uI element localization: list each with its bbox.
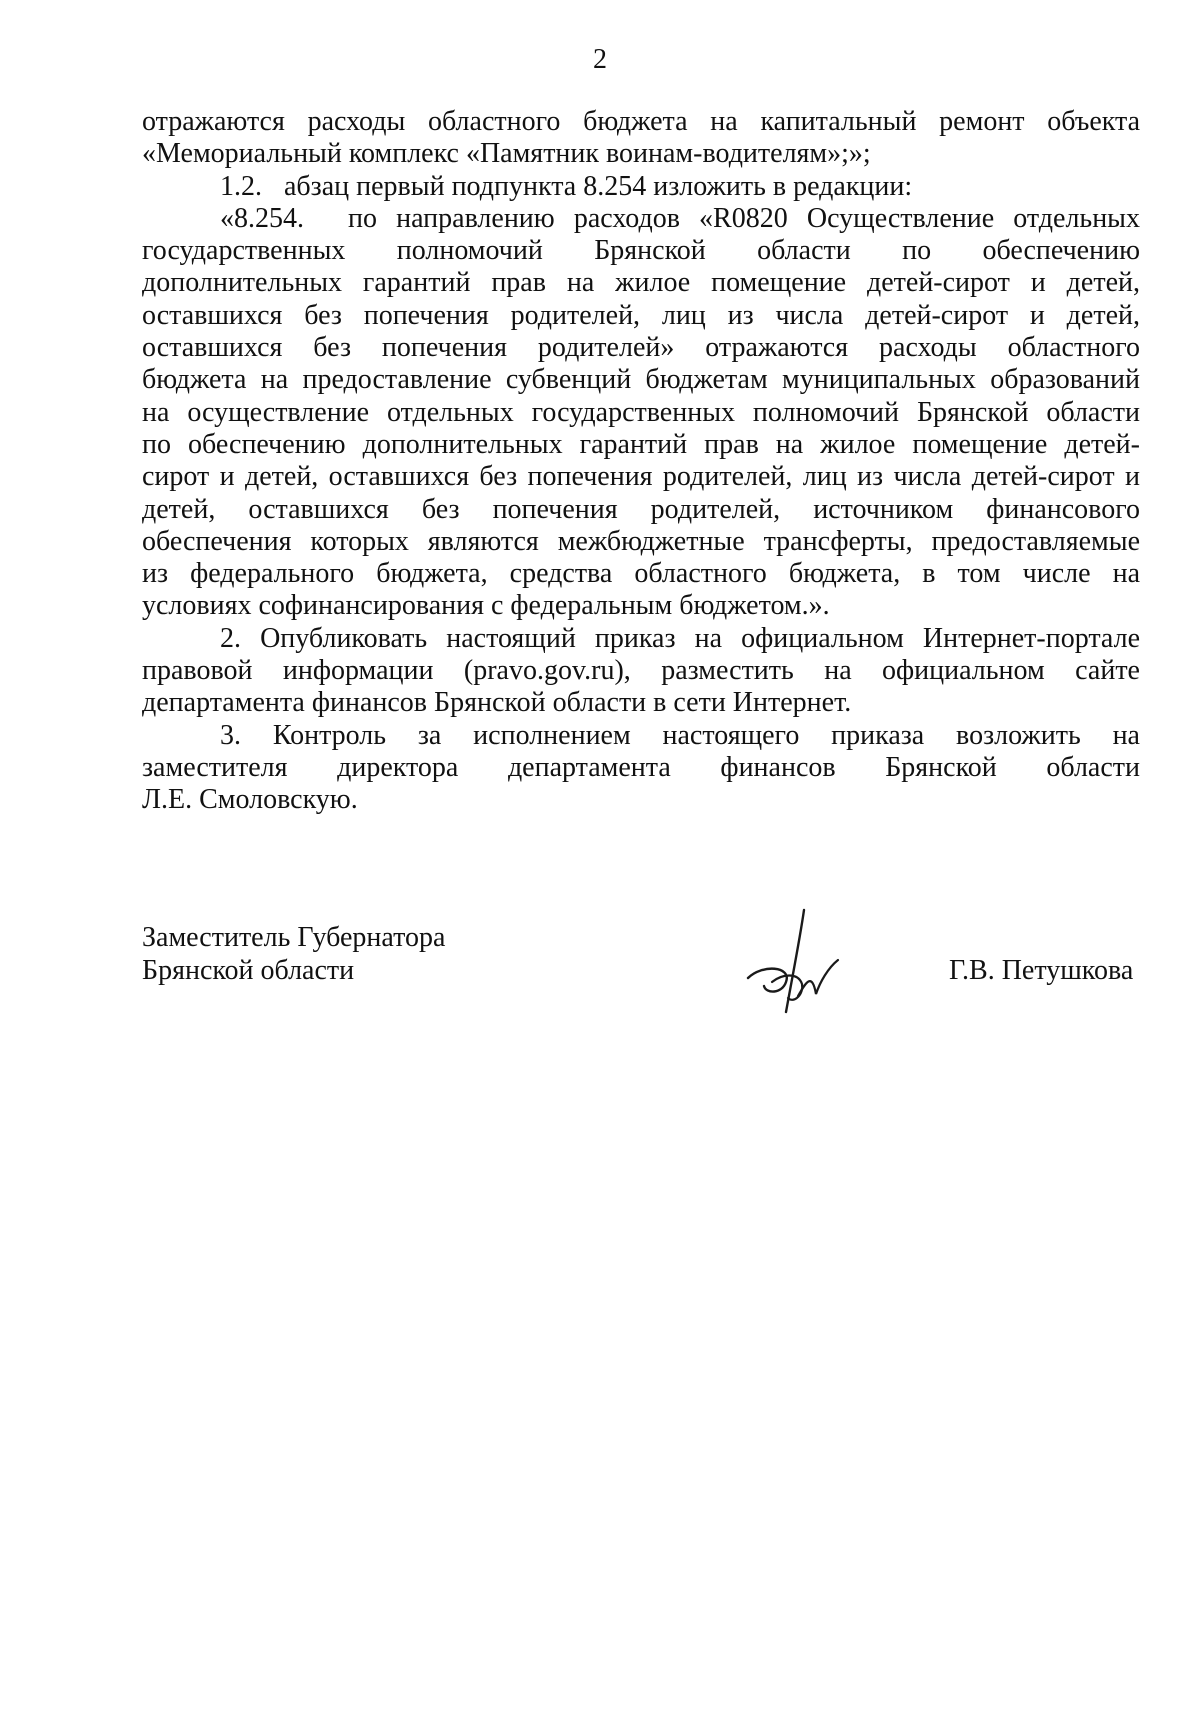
item-text: по направлению расходов «R0820 Осуществление отдельных: [348, 202, 1140, 234]
paragraph-line: оставшихся без попечения родителей» отражаются расходы областного: [142, 332, 1140, 364]
page-number: 2: [593, 44, 607, 75]
signatory-position: [142, 922, 445, 987]
paragraph-line: Л.Е. Смоловскую.: [142, 784, 358, 816]
signatory-name: Г.В. Петушкова: [949, 955, 1134, 986]
item-text: абзац первый подпункта 8.254 изложить в редакции:: [284, 170, 913, 202]
item-8-254-first-line: [142, 203, 1140, 235]
paragraph-line: бюджета на предоставление субвенций бюджетам муниципальных образований: [142, 364, 1140, 396]
item-1-2: [142, 171, 1140, 203]
paragraph-line: департамента финансов Брянской области в сети Интернет.: [142, 687, 852, 719]
item-number: 1.2.: [220, 170, 262, 202]
document-body: [142, 106, 1140, 817]
paragraph-line: заместителя директора департамента финансов Брянской области: [142, 751, 1140, 783]
signatory-title: Заместитель Губернатора: [142, 922, 446, 953]
item-number: «8.254.: [220, 202, 304, 234]
paragraph-line: отражаются расходы областного бюджета на капитальный ремонт объекта: [142, 106, 1140, 137]
item-2-first-line: 2. Опубликовать настоящий приказ на официальном Интернет-портале: [220, 622, 1140, 654]
paragraph-line: условиях софинансирования с федеральным бюджетом.».: [142, 590, 830, 622]
paragraph-line: по обеспечению дополнительных гарантий прав на жилое помещение детей-: [142, 428, 1140, 460]
paragraph-line: обеспечения которых являются межбюджетные трансферты, предоставляемые: [142, 525, 1140, 557]
paragraph-line: сирот и детей, оставшихся без попечения родителей, лиц из числа детей-сирот и: [142, 461, 1140, 493]
item-3-first-line: 3. Контроль за исполнением настоящего приказа возложить на: [220, 719, 1140, 751]
paragraph-line: «Мемориальный комплекс «Памятник воинам-водителям»;»;: [142, 138, 871, 170]
paragraph-line: оставшихся без попечения родителей, лиц из числа детей-сирот и детей,: [142, 299, 1140, 331]
paragraph-line: правовой информации (pravo.gov.ru), разместить на официальном сайте: [142, 655, 1140, 687]
paragraph-line: из федерального бюджета, средства областного бюджета, в том числе на: [142, 558, 1140, 590]
paragraph-line: государственных полномочий Брянской области по обеспечению: [142, 235, 1140, 267]
signatory-region: Брянской области: [142, 954, 355, 986]
paragraph-line: детей, оставшихся без попечения родителей, источником финансового: [142, 493, 1140, 525]
paragraph-line: дополнительных гарантий прав на жилое помещение детей-сирот и детей,: [142, 267, 1140, 299]
handwritten-signature: [742, 908, 852, 1028]
paragraph-line: на осуществление отдельных государственных полномочий Брянской области: [142, 396, 1140, 428]
